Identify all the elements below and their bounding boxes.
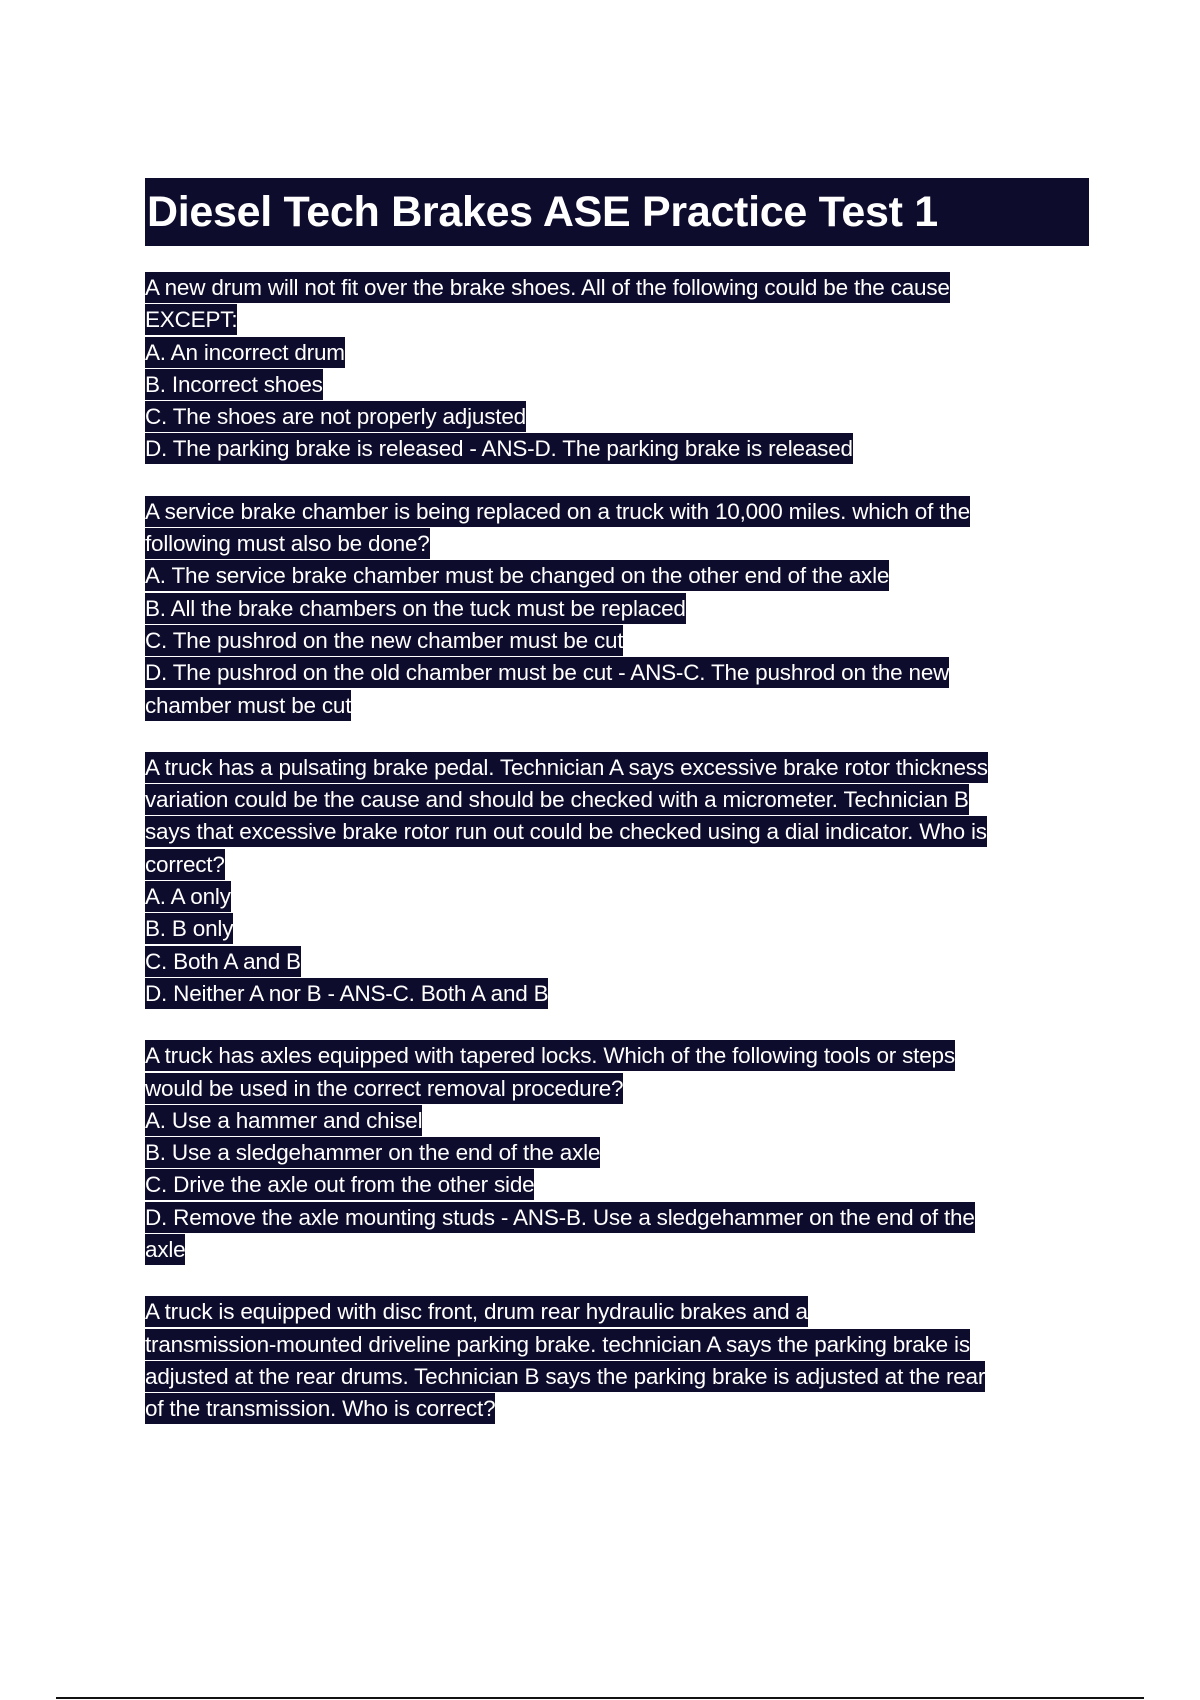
answer-option <box>145 690 1085 722</box>
answer-option <box>145 1202 1085 1234</box>
answer-option <box>145 593 1085 625</box>
page-title: Diesel Tech Brakes ASE Practice Test 1 <box>147 188 938 236</box>
answer-option <box>145 1169 1085 1201</box>
question-line <box>145 1040 1085 1072</box>
answer-option <box>145 625 1085 657</box>
page-bottom-rule <box>56 1697 1144 1699</box>
question-line <box>145 752 1085 784</box>
answer-option <box>145 401 1085 433</box>
option-text: B. Incorrect shoes <box>145 369 323 400</box>
option-text: A. The service brake chamber must be changed on the other end of the axle <box>145 560 889 591</box>
question-line <box>145 1073 1085 1105</box>
question-block <box>145 752 1085 1010</box>
option-text: chamber must be cut <box>145 690 351 721</box>
question-line <box>145 1329 1085 1361</box>
question-line <box>145 304 1085 336</box>
answer-option <box>145 560 1085 592</box>
question-text: A new drum will not fit over the brake shoes. All of the following could be the cause <box>145 272 950 303</box>
question-text: correct? <box>145 849 225 880</box>
question-block <box>145 1040 1085 1266</box>
question-text: of the transmission. Who is correct? <box>145 1393 495 1424</box>
option-text: C. The shoes are not properly adjusted <box>145 401 526 432</box>
answer-option <box>145 946 1085 978</box>
question-text: following must also be done? <box>145 528 430 559</box>
question-line <box>145 784 1085 816</box>
question-text: A truck is equipped with disc front, drum rear hydraulic brakes and a <box>145 1296 808 1327</box>
option-text: axle <box>145 1234 185 1265</box>
question-text: A service brake chamber is being replaced on a truck with 10,000 miles. which of the <box>145 496 970 527</box>
option-text: A. A only <box>145 881 231 912</box>
answer-option <box>145 1234 1085 1266</box>
answer-option <box>145 433 1085 465</box>
option-text: C. Both A and B <box>145 946 301 977</box>
question-line <box>145 1361 1085 1393</box>
answer-option <box>145 337 1085 369</box>
option-text: A. An incorrect drum <box>145 337 345 368</box>
option-text: C. The pushrod on the new chamber must be cut <box>145 625 623 656</box>
answer-option <box>145 1105 1085 1137</box>
question-line <box>145 272 1085 304</box>
answer-option <box>145 978 1085 1010</box>
question-text: variation could be the cause and should be checked with a micrometer. Technician B <box>145 784 969 815</box>
question-line <box>145 528 1085 560</box>
question-text: A truck has a pulsating brake pedal. Technician A says excessive brake rotor thickness <box>145 752 988 783</box>
option-text: D. The parking brake is released - ANS-D. The parking brake is released <box>145 433 853 464</box>
option-text: B. B only <box>145 913 233 944</box>
question-block <box>145 272 1085 466</box>
question-text: adjusted at the rear drums. Technician B says the parking brake is adjusted at the rear <box>145 1361 985 1392</box>
question-line <box>145 816 1085 848</box>
question-text: would be used in the correct removal procedure? <box>145 1073 623 1104</box>
option-text: C. Drive the axle out from the other side <box>145 1169 534 1200</box>
question-text: says that excessive brake rotor run out could be checked using a dial indicator. Who is <box>145 816 987 847</box>
option-text: D. Neither A nor B - ANS-C. Both A and B <box>145 978 548 1009</box>
answer-option <box>145 1137 1085 1169</box>
option-text: B. All the brake chambers on the tuck must be replaced <box>145 593 686 624</box>
answer-option <box>145 369 1085 401</box>
question-line <box>145 1296 1085 1328</box>
title-banner <box>145 178 1089 246</box>
question-line <box>145 496 1085 528</box>
option-text: A. Use a hammer and chisel <box>145 1105 422 1136</box>
option-text: D. Remove the axle mounting studs - ANS-B. Use a sledgehammer on the end of the <box>145 1202 975 1233</box>
question-line <box>145 1393 1085 1425</box>
option-text: D. The pushrod on the old chamber must be cut - ANS-C. The pushrod on the new <box>145 657 949 688</box>
question-text: EXCEPT: <box>145 304 237 335</box>
answer-option <box>145 657 1085 689</box>
question-line <box>145 849 1085 881</box>
question-block <box>145 496 1085 722</box>
answer-option <box>145 881 1085 913</box>
question-block <box>145 1296 1085 1425</box>
option-text: B. Use a sledgehammer on the end of the axle <box>145 1137 600 1168</box>
question-text: A truck has axles equipped with tapered locks. Which of the following tools or steps <box>145 1040 955 1071</box>
answer-option <box>145 913 1085 945</box>
question-list <box>145 272 1085 1456</box>
question-text: transmission-mounted driveline parking brake. technician A says the parking brake is <box>145 1329 970 1360</box>
